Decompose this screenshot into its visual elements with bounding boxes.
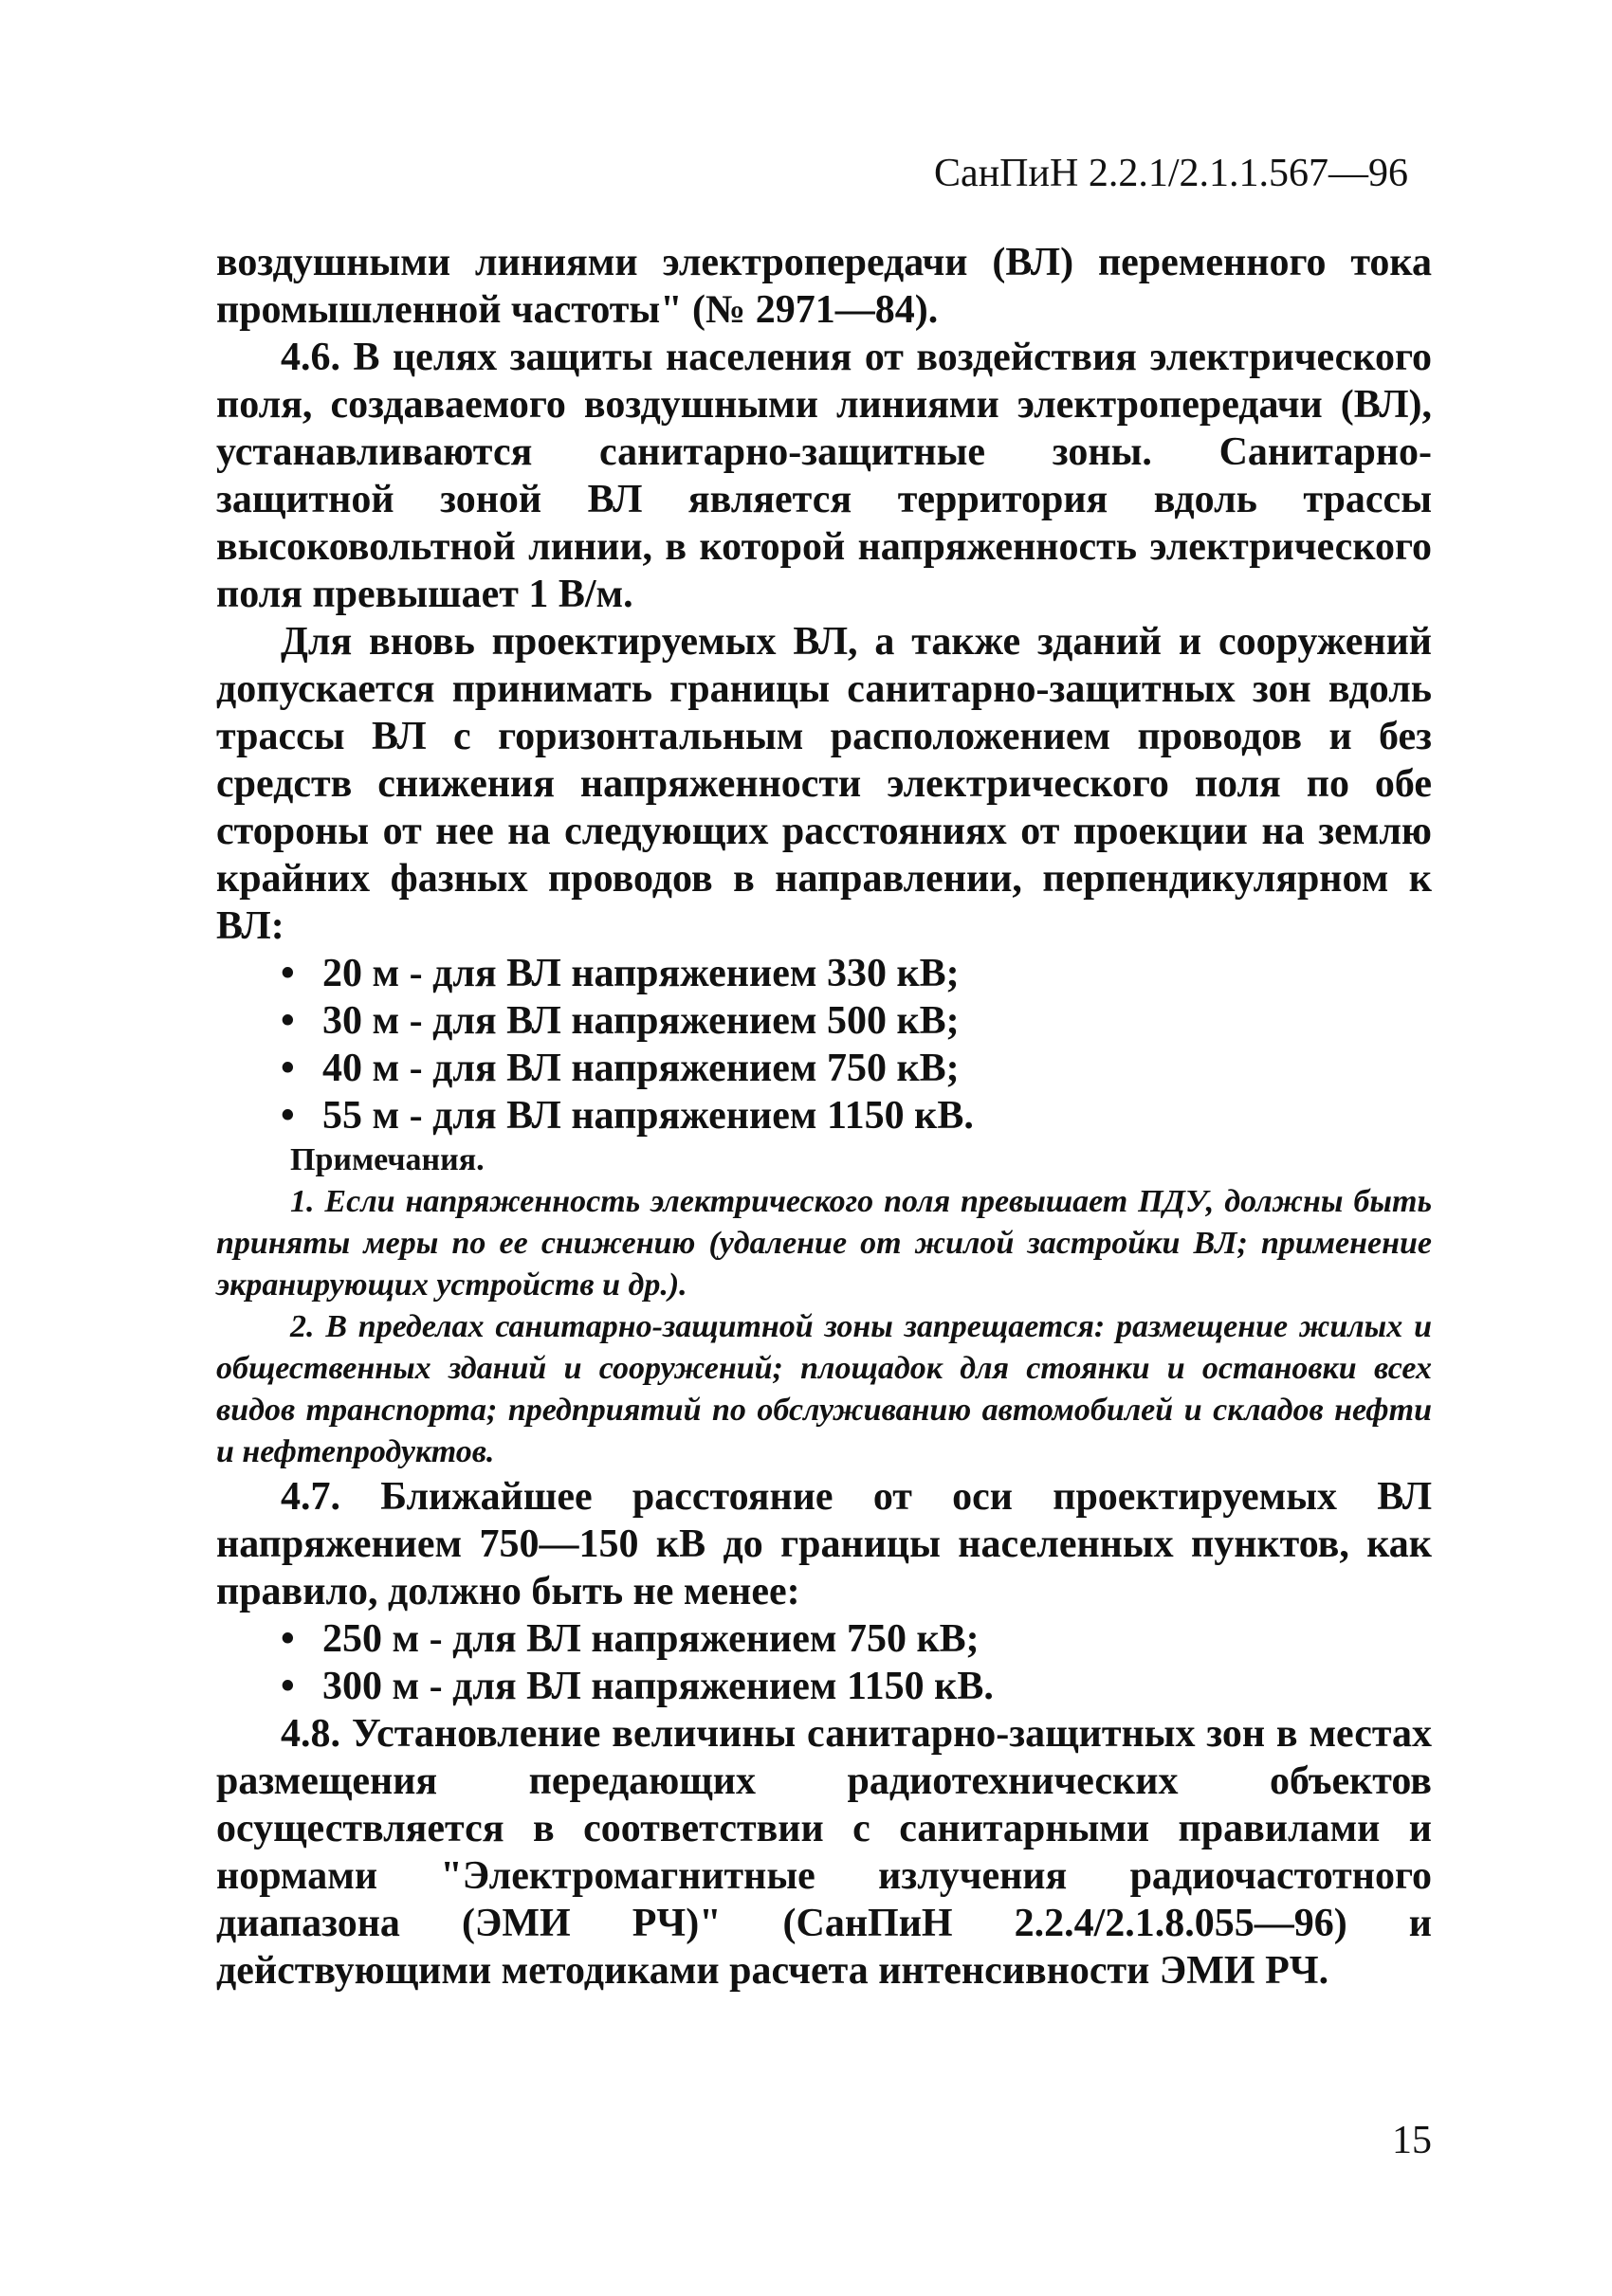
bullet-icon: • [281,952,295,995]
list-item [281,1045,1432,1092]
list-item-text: 20 м - для ВЛ напряжением 330 кВ; [322,952,960,995]
list-item [281,950,1432,997]
distance-list-2 [216,1615,1432,1710]
distance-list-1 [216,950,1432,1139]
list-item [281,1615,1432,1663]
notes-title: Примечания. [290,1142,485,1177]
list-item [281,1663,1432,1710]
bullet-icon: • [281,1094,295,1138]
list-item [281,997,1432,1045]
bullet-icon: • [281,999,295,1043]
continuation-paragraph: воздушными линиями электропередачи (ВЛ) переменного тока промышленной частоты" (№ 2971—84). [216,241,1432,332]
document-code-header: СанПиН 2.2.1/2.1.1.567—96 [934,152,1408,195]
bullet-icon: • [281,1047,295,1090]
list-item-text: 300 м - для ВЛ напряжением 1150 кВ. [322,1665,994,1708]
section-4-7-paragraph: 4.7. Ближайшее расстояние от оси проектируемых ВЛ напряжением 750—150 кВ до границы населенных пунктов, как правило, должно быть не менее: [216,1475,1432,1613]
list-item-text: 55 м - для ВЛ напряжением 1150 кВ. [322,1094,974,1138]
note-2: 2. В пределах санитарно-защитной зоны запрещается: размещение жилых и общественных зданий и сооружений; площадок для стоянки и остановки всех видов транспорта; предприятий по обслуживанию автомобилей и складов нефти и нефтепродуктов. [216,1309,1432,1469]
list-item [281,1092,1432,1139]
bullet-icon: • [281,1665,295,1708]
list-item-text: 250 м - для ВЛ напряжением 750 кВ; [322,1617,980,1661]
list-item-text: 40 м - для ВЛ напряжением 750 кВ; [322,1047,960,1090]
note-1: 1. Если напряженность электрического поля превышает ПДУ, должны быть приняты меры по ее снижению (удаление от жилой застройки ВЛ; применение экранирующих устройств и др.). [216,1184,1432,1303]
new-lines-paragraph: Для вновь проектируемых ВЛ, а также зданий и сооружений допускается принимать границы санитарно-защитных зон вдоль трассы ВЛ с горизонтальным расположением проводов и без средств снижения напряженности электрического поля по обе стороны от нее на следующих расстояниях от проекции на землю крайних фазных проводов в направлении, перпендикулярном к ВЛ: [216,620,1432,948]
bullet-icon: • [281,1617,295,1661]
document-body [216,239,1432,1995]
page-number: 15 [1392,2119,1432,2162]
section-4-8-paragraph: 4.8. Установление величины санитарно-защитных зон в местах размещения передающих радиотехнических объектов осуществляется в соответствии с санитарными правилами и нормами "Электромагнитные излучения радиочастотного диапазона (ЭМИ РЧ)" (СанПиН 2.2.4/2.1.8.055—96) и действующими методиками расчета интенсивности ЭМИ РЧ. [216,1712,1432,1993]
list-item-text: 30 м - для ВЛ напряжением 500 кВ; [322,999,960,1043]
section-4-6-paragraph: 4.6. В целях защиты населения от воздействия электрического поля, создаваемого воздушными линиями электропередачи (ВЛ), устанавливаются санитарно-защитные зоны. Санитарно-защитной зоной ВЛ является территория вдоль трассы высоковольтной линии, в которой напряженность электрического поля превышает 1 В/м. [216,336,1432,616]
